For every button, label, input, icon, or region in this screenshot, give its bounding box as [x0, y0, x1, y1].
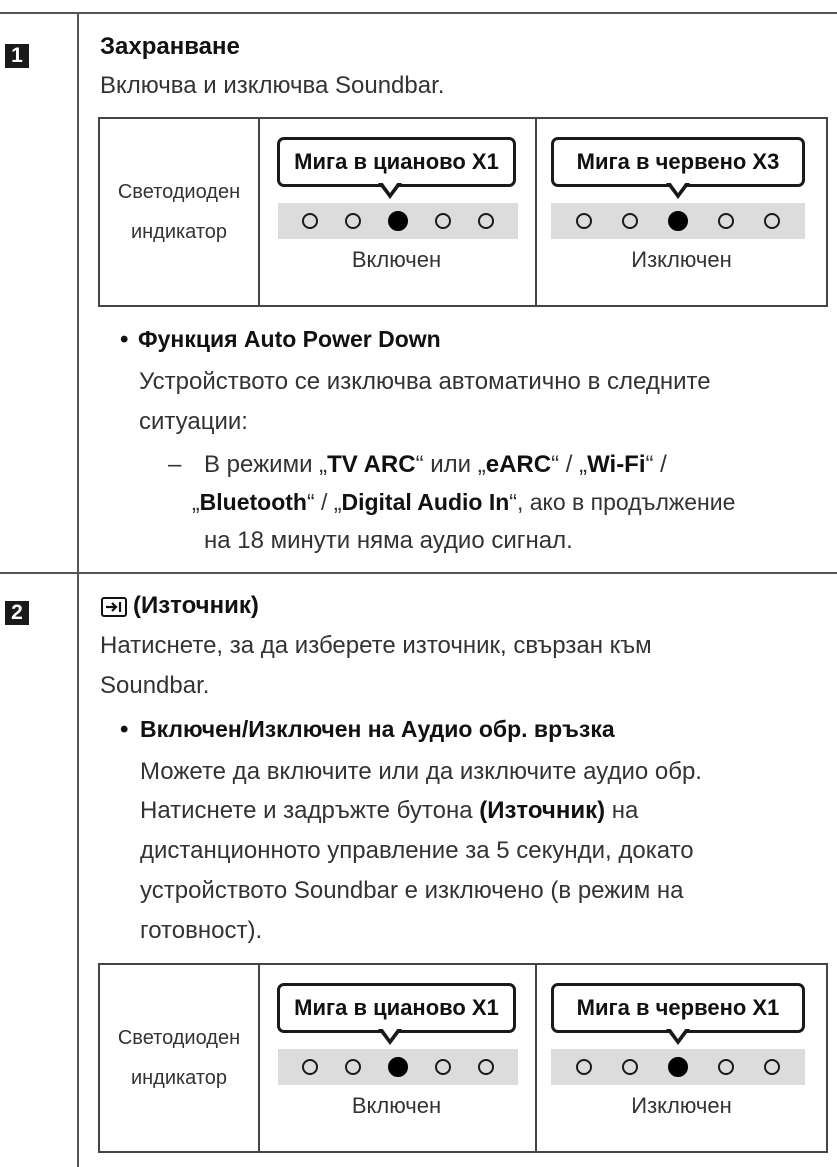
section-number-badge: 2	[5, 601, 29, 625]
feature-body: дистанционното управление за 5 секунди, докато	[140, 837, 694, 864]
callout-pointer-inner	[670, 182, 686, 193]
led-dot-lit	[668, 211, 688, 231]
sub-item-text: “ или „	[415, 451, 486, 478]
column-divider	[77, 12, 79, 1167]
led-dot-lit	[388, 1057, 408, 1077]
sub-item-text: “, ако в продължение	[509, 489, 736, 515]
mode-name: Digital Audio In	[341, 489, 510, 515]
led-dot	[345, 1059, 361, 1075]
feature-body-text: на	[605, 797, 639, 824]
feature-body: готовност).	[140, 917, 263, 944]
power-state-label: Изключен	[631, 247, 732, 272]
led-dot	[478, 213, 494, 229]
sub-item-text: “ / „	[306, 489, 342, 515]
sub-item-text: “ /	[645, 451, 667, 478]
feature-body: Можете да включите или да изключите аудио обр.	[140, 758, 702, 785]
led-label-line: индикатор	[130, 1067, 228, 1089]
led-row-label	[100, 965, 260, 1151]
feature-body	[140, 797, 638, 825]
feature-body-text: Натиснете и задръжте бутона	[140, 797, 480, 824]
sub-item-dash: –	[168, 451, 182, 478]
led-bar	[551, 1049, 805, 1085]
blink-callout: Мига в червено X3	[551, 137, 805, 187]
led-bar	[278, 203, 518, 239]
led-dot	[718, 213, 734, 229]
led-bar	[551, 203, 805, 239]
blink-callout: Мига в червено X1	[551, 983, 805, 1033]
led-cell-on	[258, 119, 535, 305]
led-dot	[576, 213, 592, 229]
led-dot	[764, 1059, 780, 1075]
led-dot	[576, 1059, 592, 1075]
led-dot	[622, 1059, 638, 1075]
source-input-icon	[101, 597, 127, 617]
sub-item-line	[204, 451, 667, 479]
feature-bullet: •	[120, 716, 129, 743]
mode-name: Bluetooth	[199, 489, 307, 515]
led-dot	[435, 213, 451, 229]
power-state-label: Включен	[351, 247, 442, 272]
top-rule	[0, 12, 837, 14]
callout-pointer-inner	[382, 182, 398, 193]
led-dot	[302, 213, 318, 229]
led-cell-on	[258, 965, 535, 1151]
feature-bullet: •	[120, 326, 129, 353]
led-cell-off	[535, 119, 826, 305]
sub-item-line: на 18 минути няма аудио сигнал.	[204, 527, 573, 554]
led-dot	[622, 213, 638, 229]
led-bar	[278, 1049, 518, 1085]
led-dot	[718, 1059, 734, 1075]
led-dot	[302, 1059, 318, 1075]
feature-description: ситуации:	[139, 408, 248, 435]
sub-item-line	[192, 489, 735, 516]
feature-title: Включен/Изключен на Аудио обр. връзка	[140, 716, 615, 742]
sub-item-text: В режими „	[204, 451, 328, 478]
section-number-badge: 1	[5, 44, 29, 68]
led-dot	[345, 213, 361, 229]
blink-callout: Мига в цианово X1	[277, 137, 516, 187]
led-label-line: Светодиоден	[117, 181, 241, 203]
source-button-ref: (Източник)	[479, 797, 606, 824]
mode-name: Wi-Fi	[587, 451, 646, 478]
led-dot	[764, 213, 780, 229]
led-dot-lit	[668, 1057, 688, 1077]
led-row-label	[100, 119, 260, 305]
section-description: Включва и изключва Soundbar.	[100, 72, 445, 99]
sub-item-text: „	[192, 489, 200, 515]
blink-callout: Мига в цианово X1	[277, 983, 516, 1033]
callout-pointer-inner	[670, 1028, 686, 1039]
led-cell-off	[535, 965, 826, 1151]
mode-name: TV ARC	[327, 451, 416, 478]
sub-item-text: “ / „	[551, 451, 588, 478]
section-title: (Източник)	[133, 592, 259, 619]
feature-body: устройството Soundbar е изключено (в режим на	[140, 877, 684, 904]
section-divider	[0, 572, 837, 574]
mode-name: eARC	[485, 451, 552, 478]
led-dot-lit	[388, 211, 408, 231]
led-dot	[435, 1059, 451, 1075]
feature-description: Устройството се изключва автоматично в следните	[139, 368, 711, 395]
power-state-label: Включен	[351, 1093, 442, 1118]
led-indicator-table	[98, 117, 828, 307]
led-indicator-table	[98, 963, 828, 1153]
callout-pointer-inner	[382, 1028, 398, 1039]
led-label-line: Светодиоден	[117, 1027, 241, 1049]
section-description: Натиснете, за да изберете източник, свързан към	[100, 632, 652, 659]
section-title: Захранване	[100, 33, 240, 60]
section-description: Soundbar.	[100, 672, 210, 699]
power-state-label: Изключен	[631, 1093, 732, 1118]
led-label-line: индикатор	[130, 221, 228, 243]
led-dot	[478, 1059, 494, 1075]
feature-title: Функция Auto Power Down	[138, 326, 441, 352]
